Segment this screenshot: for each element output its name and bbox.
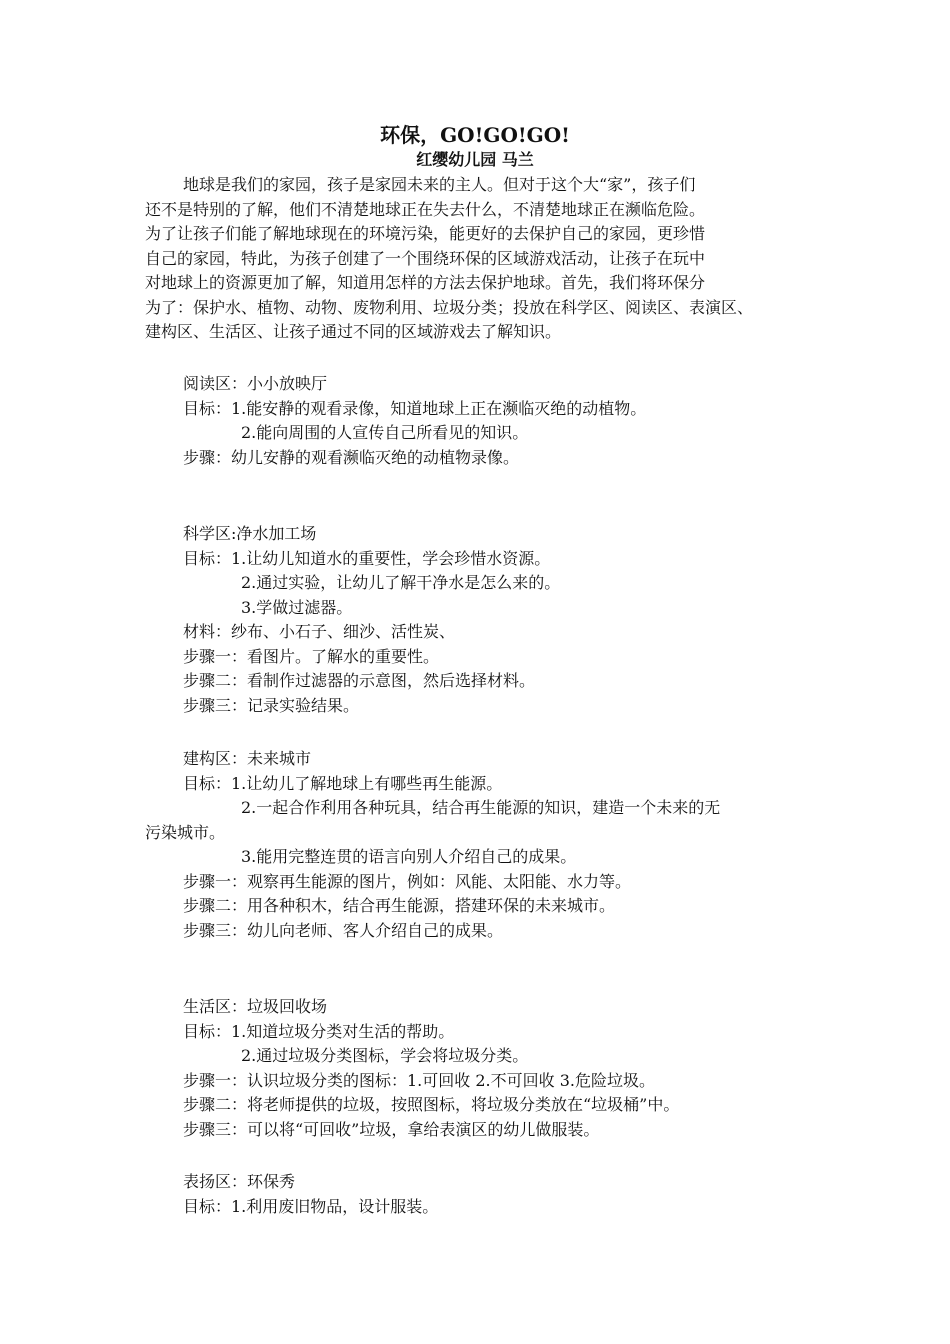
document-author: 红缨幼儿园 马兰 bbox=[416, 150, 534, 169]
intro-line: 地球是我们的家园，孩子是家园未来的主人。但对于这个大“家”，孩子们 bbox=[183, 175, 696, 194]
section-heading: 建构区：未来城市 bbox=[183, 749, 312, 768]
goal-line: 目标：1.能安静的观看录像，知道地球上正在濒临灭绝的动植物。 bbox=[183, 398, 647, 418]
goal-line: 目标：1.让幼儿了解地球上有哪些再生能源。 bbox=[183, 773, 503, 793]
section-science bbox=[145, 522, 815, 718]
goal-line: 目标：1.知道垃圾分类对生活的帮助。 bbox=[183, 1021, 455, 1041]
goal-line: 目标：1.利用废旧物品，设计服装。 bbox=[183, 1196, 439, 1216]
document-title: 环保，GO!GO!GO! bbox=[380, 123, 570, 147]
intro-line: 为了：保护水、植物、动物、废物利用、垃圾分类；投放在科学区、阅读区、表演区、 bbox=[145, 297, 754, 317]
step-line: 步骤一：看图片。了解水的重要性。 bbox=[183, 646, 440, 666]
section-heading: 阅读区：小小放映厅 bbox=[183, 374, 328, 393]
section-reading bbox=[145, 372, 815, 470]
intro-line: 建构区、生活区、让孩子通过不同的区域游戏去了解知识。 bbox=[145, 322, 562, 341]
step-line: 步骤一：观察再生能源的图片，例如：风能、太阳能、水力等。 bbox=[183, 871, 632, 891]
step-line: 步骤三：幼儿向老师、客人介绍自己的成果。 bbox=[183, 920, 504, 940]
intro-line: 对地球上的资源更加了解，知道用怎样的方法去保护地球。首先，我们将环保分 bbox=[145, 273, 706, 292]
intro-paragraph bbox=[145, 173, 815, 345]
goal-line: 3.学做过滤器。 bbox=[241, 597, 353, 617]
goal-line: 2.一起合作利用各种玩具，结合再生能源的知识，建造一个未来的无 bbox=[241, 798, 721, 817]
step-line: 步骤二：将老师提供的垃圾，按照图标，将垃圾分类放在“垃圾桶”中。 bbox=[183, 1095, 680, 1114]
goal-line: 目标：1.让幼儿知道水的重要性，学会珍惜水资源。 bbox=[183, 548, 551, 568]
intro-line: 为了让孩子们能了解地球现在的环境污染，能更好的去保护自己的家园，更珍惜 bbox=[145, 224, 706, 243]
step-line: 步骤三：记录实验结果。 bbox=[183, 695, 360, 715]
step-line: 步骤三：可以将“可回收”垃圾，拿给表演区的幼儿做服装。 bbox=[183, 1119, 600, 1139]
section-living bbox=[145, 995, 815, 1142]
goal-line: 3.能用完整连贯的语言向别人介绍自己的成果。 bbox=[241, 847, 577, 866]
step-line: 步骤一：认识垃圾分类的图标：1.可回收 2.不可回收 3.危险垃圾。 bbox=[183, 1070, 655, 1090]
section-heading: 科学区:净水加工场 bbox=[183, 524, 317, 543]
intro-line: 自己的家园，特此，为孩子创建了一个围绕环保的区域游戏活动，让孩子在玩中 bbox=[145, 248, 706, 268]
goal-line: 2.通过垃圾分类图标，学会将垃圾分类。 bbox=[241, 1046, 529, 1065]
step-line: 步骤二：用各种积木，结合再生能源，搭建环保的未来城市。 bbox=[183, 896, 616, 915]
materials-line: 材料：纱布、小石子、细沙、活性炭、 bbox=[183, 622, 456, 641]
section-heading: 表扬区：环保秀 bbox=[183, 1172, 296, 1191]
section-heading: 生活区：垃圾回收场 bbox=[183, 997, 328, 1016]
section-construction bbox=[145, 747, 815, 943]
step-line: 步骤：幼儿安静的观看濒临灭绝的动植物录像。 bbox=[183, 447, 520, 467]
goal-line: 2.通过实验，让幼儿了解干净水是怎么来的。 bbox=[241, 573, 561, 592]
section-performance bbox=[145, 1170, 815, 1219]
intro-line: 还不是特别的了解，他们不清楚地球正在失去什么，不清楚地球正在濒临危险。 bbox=[145, 199, 706, 219]
step-line: 步骤二：看制作过滤器的示意图，然后选择材料。 bbox=[183, 671, 536, 690]
goal-line: 2.能向周围的人宣传自己所看见的知识。 bbox=[241, 423, 529, 442]
goal-line-continued: 污染城市。 bbox=[145, 822, 226, 842]
